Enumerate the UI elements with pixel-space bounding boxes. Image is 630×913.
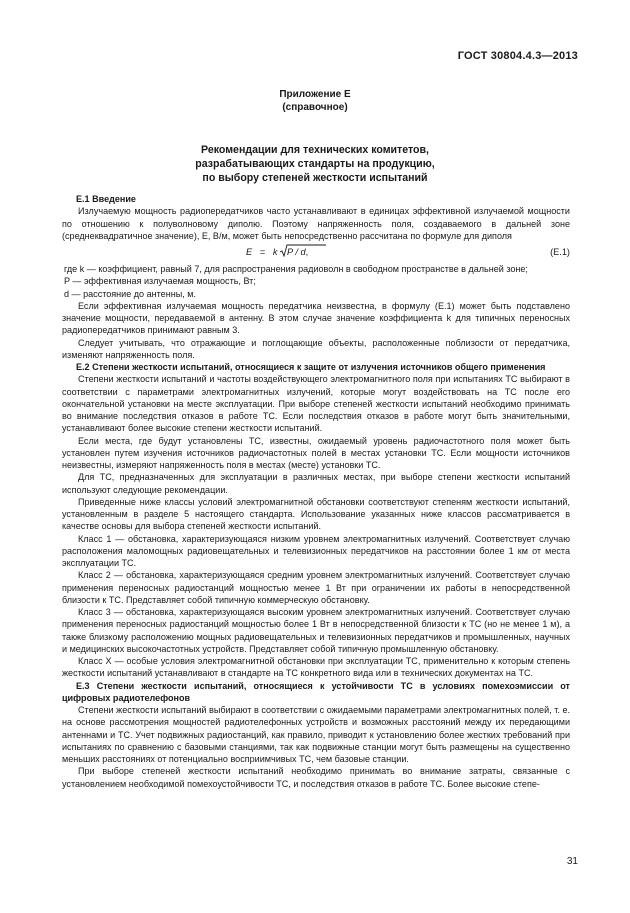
section-e3-paragraph-1: Степени жесткости испытаний выбирают в соответствии с ожидаемыми параметрами электромагнитных полей, т. е. на основе рассмотрения мощностей радиотелефонных устройств и возможных расстояний между их передающими антеннами и ТС. Учет подвижных радиостанций, как правило, приводит к установлению более жестких требований при испытаниях по сравнению с базовыми станциями, так как подвижные станции могут быть размещены на существенно меньших расстояниях от потенциально восприимчивых ТС, чем базовые станции. [62, 705, 570, 764]
annex-title: Приложение Е [279, 89, 351, 100]
class-1-paragraph: Класс 1 — обстановка, характеризующаяся низким уровнем электромагнитных излучений. Соответствует случаю расположения маломощных радиовещательных и телевизионных передатчиков на расстоянии более 1 км от места эксплуатации ТС. [62, 533, 570, 568]
page-number: 31 [566, 856, 578, 867]
class-2-paragraph: Класс 2 — обстановка, характеризующаяся средним уровнем электромагнитных излучений. Соответствует случаю применения переносных радиостанций мощностью менее 1 Вт при ограничении их работы в непосредственной близости к ТС. Представляет собой типичную коммерческую обстановку. [62, 570, 570, 605]
definition-k: где k — коэффициент, равный 7, для распространения радиоволн в свободном пространстве в дальней зоне; [64, 264, 528, 274]
section-e2-paragraph-1: Степени жесткости испытаний и частоты воздействующего электромагнитного поля при испытаниях ТС выбирают в соответствии с параметрами электромагнитных излучений, которые могут воздействовать на ТС после его окончательной установки на месте эксплуатации. При выборе степеней жесткости испытаний необходимо принимать во внимание последствия отказов в работе ТС. Если последствия отказов в работе могут быть значительными, устанавливают более высокие степени жесткости испытаний. [62, 374, 570, 434]
section-e2-paragraph-3: Для ТС, предназначенных для эксплуатации в различных местах, при выборе степени жесткости испытаний используют следующие рекомендации. [62, 472, 570, 495]
section-e2-paragraph-4: Приведенные ниже классы условий электромагнитной обстановки соответствуют степеням жесткости испытаний, установленным в разделе 5 настоящего стандарта. Использование указанных ниже классов рассматривается в качестве основы для выбора степеней жесткости испытаний. [62, 496, 570, 532]
section-e1-paragraph-1: Излучаемую мощность радиопередатчиков часто устанавливают в единицах эффективной излучаемой мощности по отношению к полуволновому диполю. Поэтому напряженность поля, создаваемого в дальней зоне (среднеквадратичное значение), Е, В/м, может быть непосредственно рассчитана по формуле для диполя [62, 206, 570, 241]
section-e2-paragraph-2: Если места, где будут установлены ТС, известны, ожидаемый уровень радиочастотного поля может быть установлен путем изучения источников радиочастотных полей в местах установки ТС. Если мощности источников неизвестны, измеряют напряженность поля в местах (месте) установки ТС. [62, 435, 570, 470]
class-3-paragraph: Класс 3 — обстановка, характеризующаяся высоким уровнем электромагнитных излучений. Соответствует случаю применения переносных радиостанций мощностью более 1 Вт в непосредственной близости к ТС (но не менее 1 м), а также близкому расположению мощных радиовещательных и телевизионных передатчиков и промышленных, научных и медицинских высокочастотных устройств. Представляет собой типичную промышленную обстановку. [62, 607, 570, 654]
definition-p: P — эффективная излучаемая мощность, Вт; [64, 276, 256, 287]
heading-line-1: Рекомендации для технических комитетов, [201, 144, 429, 156]
formula-e1 [62, 242, 570, 263]
square-root-sign [280, 246, 306, 258]
heading-line-2: разрабатывающих стандарты на продукцию, [195, 158, 435, 170]
formula-expression: E = k P / d, [246, 246, 308, 258]
formula-number: (E.1) [550, 247, 570, 257]
definition-d: d — расстояние до антенны, м. [64, 288, 196, 299]
body-text [62, 193, 570, 790]
section-e1-paragraph-3: Следует учитывать, что отражающие и поглощающие объекты, расположенные поблизости от передатчика, изменяют напряженность поля. [62, 337, 570, 360]
section-e2-title: Е.2 Степени жесткости испытаний, относящиеся к защите от излучения источников общего применения [76, 362, 546, 372]
class-x-paragraph: Класс X — особые условия электромагнитной обстановки при эксплуатации ТС, применительно к которым степень жесткости испытаний устанавливают в стандарте на ТС конкретного вида или в технических документах на ТС. [62, 656, 570, 679]
section-e3-paragraph-2: При выборе степеней жесткости испытаний необходимо принимать во внимание затраты, связанные с установлением необходимой помехоустойчивости ТС, и последствия отказов в работе ТС. Более высокие степе- [62, 766, 570, 789]
section-e3-title: Е.3 Степени жесткости испытаний, относящиеся к устойчивости ТС в условиях помехоэмиссии от цифровых радиотелефонов [62, 680, 570, 703]
section-e1-paragraph-2: Если эффективная излучаемая мощность передатчика неизвестна, в формулу (Е.1) может быть подставлено значение мощности, передаваемой в антенну. В этом случае значение коэффициента k для типичных переносных радиопередатчиков принимают равным 3. [62, 300, 570, 336]
annex-type: (справочное) [282, 102, 348, 113]
standard-designation: ГОСТ 30804.4.3—2013 [457, 50, 578, 62]
heading-line-3: по выбору степеней жесткости испытаний [202, 172, 428, 184]
formula-radicand: P / d [287, 247, 306, 257]
section-e1-title: Е.1 Введение [76, 194, 136, 204]
